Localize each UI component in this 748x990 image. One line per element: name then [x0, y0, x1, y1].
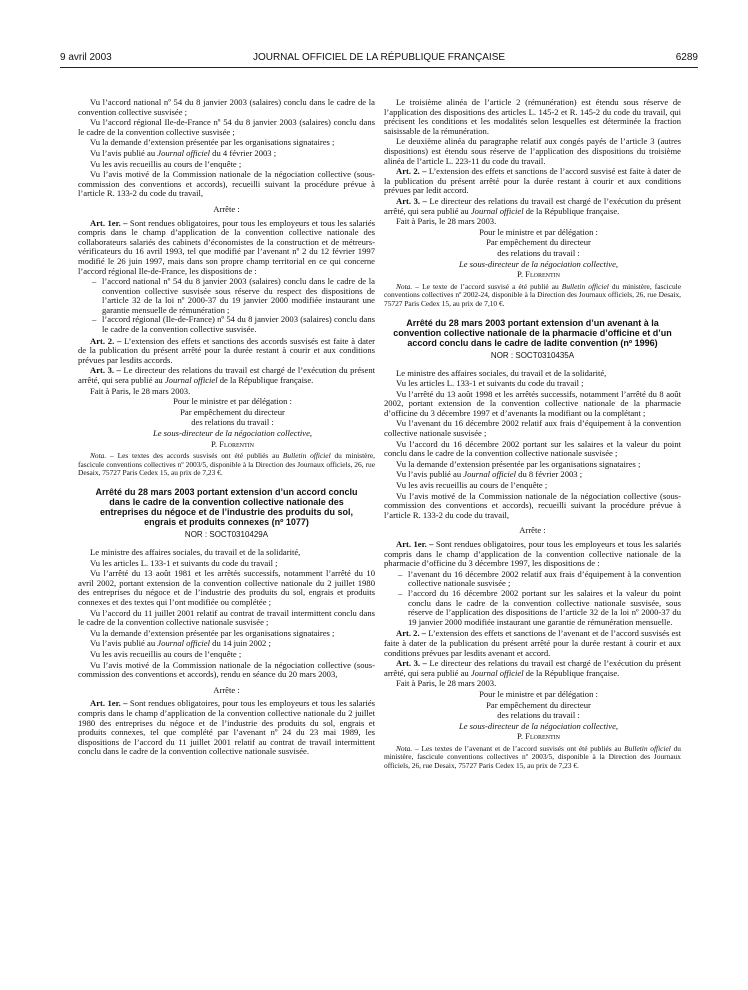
article: Art. 1er. – Sont rendues obligatoires, pour tous les employeurs et tous les salariés compris dans le champ d’application de la convention collective nationale de la pharmacie d’officine du 3 décembre 1997, les dispositions de : [384, 539, 681, 569]
right-column [384, 98, 681, 771]
fait-line: Fait à Paris, le 28 mars 2003. [90, 385, 191, 396]
paragraph: Le deuxième alinéa du paragraphe relatif aux congés payés de l’article 3 (autres dispositions) est étendu sous réserve de l’application des dispositions du troisième alinéa de l’article L. 223-11 du code du travail. [384, 136, 681, 166]
arrete-heading: Arrête : [213, 203, 240, 214]
nota: Nota. – Le texte de l’accord susvisé a été publié au Bulletin officiel du ministère, fascicule conventions collectives nº 2002-24, disponible à la Direction des Journaux officiels, 26, rue Desaix, 75727 Paris Cedex 15, au prix de 7,10 €. [384, 281, 682, 308]
paragraph: Vu l’avis motivé de la Commission nationale de la négociation collective (sous-commission des conventions et accords), rendu en séance du 20 mars 2003, [78, 659, 375, 680]
article: Art. 2. – L’extension des effets et sanctions des accords susvisés est faite à dater de la publication du présent arrêté pour la durée restant à courir et aux conditions prévues par lesdits accords. [78, 335, 375, 365]
header-journal-title: JOURNAL OFFICIEL DE LA RÉPUBLIQUE FRANÇAISE [252, 52, 506, 63]
fait-line: Fait à Paris, le 28 mars 2003. [396, 678, 497, 689]
article: Art. 2. – L’extension des effets et sanctions de l’accord susvisé est faite à dater de la publication du présent arrêté pour la durée restant à courir et aux conditions prévues par ledit accord. [384, 166, 681, 196]
decree-title: Arrêté du 28 mars 2003 portant extension d’un avenant à la convention collective nationale de la pharmacie d’officine et d’un accord conclu dans le cadre de ladite convention (nº 1996) [393, 317, 672, 348]
dash-list [398, 570, 681, 628]
left-column [78, 98, 375, 758]
paragraph: Vu l’arrêté du 13 août 1998 et les arrêtés successifs, notamment l’arrêté du 8 août 2002, portant extension de la convention collective nationale de la pharmacie d’officine du 3 décembre 1997 et d’avenants la modifiant ou la complétant ; [384, 388, 681, 418]
signature-block: Pour le ministre et par délégation : Par empêchement du directeur des relations du travail : Le sous-directeur de la négociation collective, P. Florentin [458, 226, 619, 280]
paragraph: Vu l’accord national nº 54 du 8 janvier 2003 (salaires) conclu dans le cadre de la convention collective susvisée ; [78, 97, 375, 117]
signature-block: Pour le ministre et par délégation : Par empêchement du directeur des relations du travail : Le sous-directeur de la négociation collective, P. Florentin [152, 396, 313, 449]
paragraph: Vu l’avis motivé de la Commission nationale de la négociation collective (sous-commission des conventions et accords), recueilli suivant la procédure prévue à l’article R. 133-2 du code du travail, [384, 490, 681, 520]
paragraph: Vu les articles L. 133-1 et suivants du code du travail ; [90, 557, 278, 568]
header-page-number: 6289 [675, 52, 698, 63]
article: Art. 2. – L’extension des effets et sanctions de l’avenant et de l’accord susvisés est faite à dater de la publication du présent arrêté pour la durée restant à courir et aux conditions prévues par lesdits avenant et accord. [384, 628, 681, 658]
paragraph: Vu la demande d’extension présentée par les organisations signataires ; [90, 137, 335, 148]
nota: Nota. – Les textes des accords susvisés ont été publiés au Bulletin officiel du ministère, fascicule conventions collectives nº 2003/5, disponible à la Direction des Journaux officiels, 26, rue Desaix, 75727 Paris Cedex 15, au prix de 7,23 €. [78, 451, 376, 477]
nor-reference: NOR : SOCT0310435A [490, 350, 575, 360]
decree-title: Arrêté du 28 mars 2003 portant extension d’un accord conclu dans le cadre de la convention collective nationale des entreprises du négoce et de l’industrie des produits du sol, engrais et produits connexes (nº 1077) [95, 487, 358, 528]
paragraph: Vu l’accord du 11 juillet 2001 relatif au contrat de travail intermittent conclu dans le cadre de la convention collective nationale susvisée ; [78, 607, 375, 628]
paragraph: Vu l’accord régional Ile-de-France nº 54 du 8 janvier 2003 (salaires) conclu dans le cadre de la convention collective susvisée ; [78, 117, 375, 137]
paragraph: Vu les avis recueillis au cours de l’enquête ; [90, 648, 242, 659]
list-item: – l’accord du 16 décembre 2002 portant sur les salaires et la valeur du point conclu dans le cadre de la convention collective nationale susvisée, sous réserve de l’application des dispositions de l’article 32 de la loi nº 2000-37 du 19 janvier 2000 modifiée instaurant une garantie de rémunération mensuelle. [398, 589, 681, 627]
paragraph: Vu les avis recueillis au cours de l’enquête ; [396, 480, 548, 491]
fait-line: Fait à Paris, le 28 mars 2003. [396, 216, 497, 227]
paragraph: Vu l’avis publié au Journal officiel du 14 juin 2002 ; [90, 638, 271, 649]
article: Art. 3. – Le directeur des relations du travail est chargé de l’exécution du présent arrêté, qui sera publié au Journal officiel de la République française. [384, 658, 681, 678]
paragraph: Vu l’arrêté du 13 août 1981 et les arrêtés successifs, notamment l’arrêté du 10 avril 2002, portant extension de la convention collective nationale du 2 juillet 1980 des entreprises du négoce et de l’industrie des produits du sol, engrais et produits connexes et des textes qui l’ont modifiée ou complétée ; [78, 568, 375, 607]
list-item: – l’accord régional (Ile-de-France) nº 54 du 8 janvier 2003 (salaires) conclu dans le cadre de la convention collective susvisée. [92, 315, 375, 334]
nota: Nota. – Les textes de l’avenant et de l’accord susvisés ont été publiés au Bulletin officiel du ministère, fascicule conventions collectives nº 2003/5, disponible à la Direction des Journaux officiels, 26, rue Desaix, 75727 Paris Cedex 15, au prix de 7,23 €. [384, 743, 681, 770]
arrete-heading: Arrête : [213, 684, 240, 695]
arrete-heading: Arrête : [519, 525, 546, 536]
article: Art. 1er. – Sont rendues obligatoires, pour tous les employeurs et tous les salariés compris dans le champ d’application de la convention collective nationale des collaborateurs salariés des cabinets d’économistes de la construction et de métreurs-vérificateurs du 16 avril 1993, tel que modifié par l’avenant nº 2 du 12 février 1997 modifié le 26 juin 1997, mais dans son propre champ territorial en ce qui concerne l’accord régional Ile-de-France, les dispositions de : [78, 217, 375, 276]
paragraph: Le troisième alinéa de l’article 2 (rémunération) est étendu sous réserve de l’application des dispositions des articles L. 145-2 et R. 145-2 du code du travail, qui précisent les conditions et les modalités selon lesquelles est déterminée la fraction saisissable de la rémunération. [384, 97, 681, 136]
nor-reference: NOR : SOCT0310429A [184, 530, 269, 540]
header-date: 9 avril 2003 [60, 52, 112, 63]
article: Art. 3. – Le directeur des relations du travail est chargé de l’exécution du présent arrêté, qui sera publié au Journal officiel de la République française. [384, 195, 681, 216]
dash-list [92, 277, 375, 335]
paragraph: Vu l’avis publié au Journal officiel du 4 février 2003 ; [90, 147, 277, 158]
paragraph: Le ministre des affaires sociales, du travail et de la solidarité, [396, 367, 607, 378]
paragraph: Le ministre des affaires sociales, du travail et de la solidarité, [90, 547, 301, 557]
article: Art. 1er. – Sont rendues obligatoires, pour tous les employeurs et tous les salariés compris dans le champ d’application de la convention collective nationale du 2 juillet 1980 des entreprises du négoce et de l’industrie des produits du sol, engrais et produits connexes, tel que complété par l’avenant nº 24 du 23 mai 1989, les dispositions de l’accord du 11 juillet 2001 relatif au contrat de travail intermittent conclu dans le cadre de la convention collective nationale susvisée. [78, 698, 375, 757]
header-rule [60, 67, 698, 68]
list-item: – l’accord national nº 54 du 8 janvier 2003 (salaires) conclu dans le cadre de la convention collective susvisée sous réserve du respect des dispositions de l’article 32 de la loi nº 2000-37 du 19 janvier 2000 modifiée instaurant une garantie mensuelle de rémunération ; [92, 277, 375, 315]
paragraph: Vu la demande d’extension présentée par les organisations signataires ; [90, 627, 335, 638]
paragraph: Vu les avis recueillis au cours de l’enquête ; [90, 158, 242, 169]
paragraph: Vu l’accord du 16 décembre 2002 portant sur les salaires et la valeur du point conclu dans le cadre de la convention collective nationale susvisée ; [384, 438, 681, 459]
paragraph: Vu l’avis publié au Journal officiel du 8 février 2003 ; [396, 469, 583, 480]
paragraph: Vu les articles L. 133-1 et suivants du code du travail ; [396, 378, 584, 389]
signature-block: Pour le ministre et par délégation : Par empêchement du directeur des relations du travail : Le sous-directeur de la négociation collective, P. Florentin [458, 688, 619, 742]
article: Art. 3. – Le directeur des relations du travail est chargé de l’exécution du présent arrêté, qui sera publié au Journal officiel de la République française. [78, 365, 375, 386]
paragraph: Vu l’avenant du 16 décembre 2002 relatif aux frais d’équipement à la convention collective nationale susvisée ; [384, 418, 681, 439]
page-header [60, 52, 698, 66]
paragraph: Vu la demande d’extension présentée par les organisations signataires ; [396, 458, 641, 469]
paragraph: Vu l’avis motivé de la Commission nationale de la négociation collective (sous-commission des conventions et accords), recueilli suivant la procédure prévue à l’article R. 133-2 du code du travail, [78, 169, 375, 199]
list-item: – l’avenant du 16 décembre 2002 relatif aux frais d’équipement à la convention collective nationale susvisée ; [398, 570, 681, 589]
